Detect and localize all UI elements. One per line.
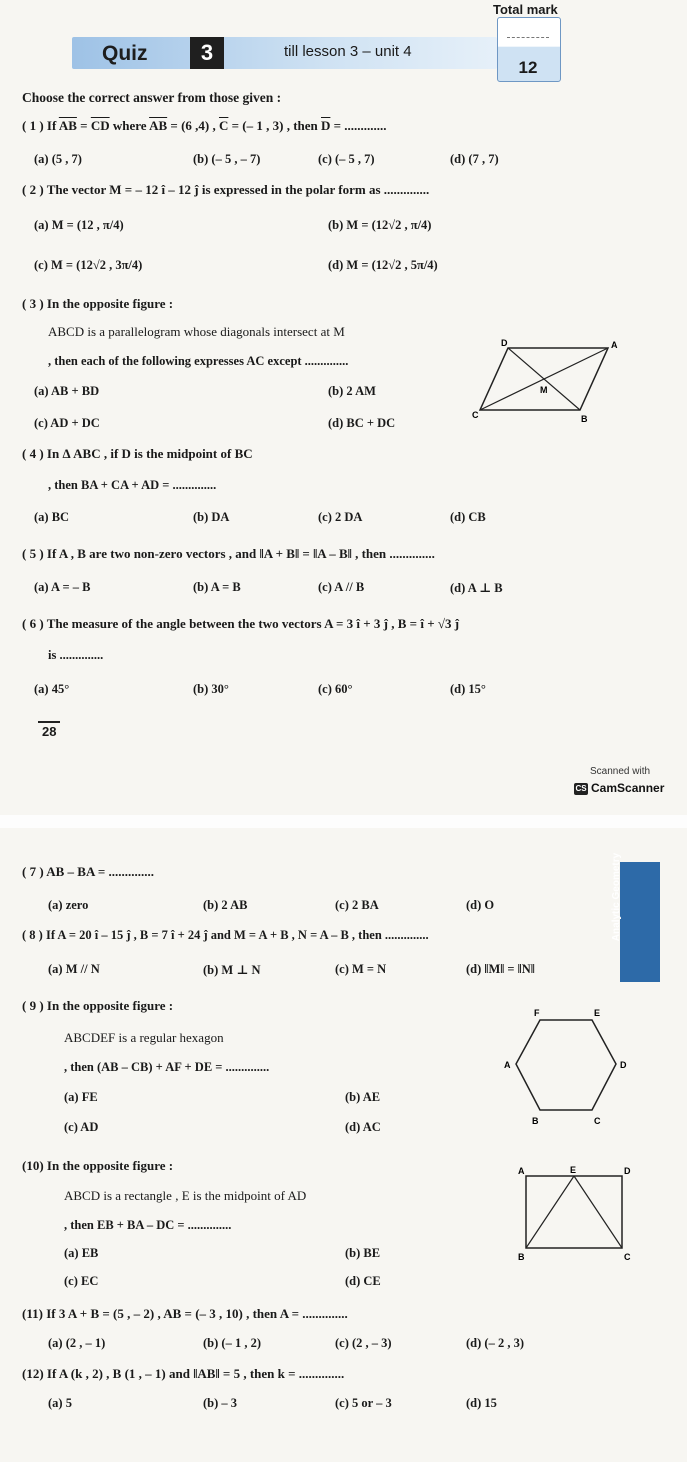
option-4a[interactable]: (a) BC	[34, 510, 70, 524]
question-text: AB – BA = ..............	[46, 864, 155, 879]
figure-label: B	[581, 414, 588, 424]
option-7b[interactable]: (b) 2 AB	[203, 898, 248, 912]
scanner-brand	[574, 781, 664, 795]
question-4-line2: , then BA + CA + AD = ..............	[48, 478, 217, 492]
instruction: Choose the correct answer from those given :	[22, 90, 282, 105]
question-text: In the opposite figure :	[46, 296, 174, 311]
option-12d[interactable]: (d) 15	[466, 1396, 497, 1410]
question-text: If A (k , 2) , B (1 , – 1) and ‖AB‖ = 5 , then k = ..............	[46, 1366, 345, 1381]
question-number: ( 4 )	[22, 446, 44, 461]
option-10b[interactable]: (b) BE	[345, 1246, 381, 1260]
question-number: ( 9 )	[22, 998, 44, 1013]
figure-label: D	[624, 1166, 631, 1176]
option-4b[interactable]: (b) DA	[193, 510, 230, 524]
figure-label: D	[620, 1060, 627, 1070]
option-4d[interactable]: (d) CB	[450, 510, 486, 524]
q1-vector-ab: $\overline{AB}$	[149, 118, 168, 133]
option-3c[interactable]: (c) AD + DC	[34, 416, 100, 430]
q1-vector-cd: $\overline{CD}$	[90, 118, 110, 133]
question-2	[22, 182, 429, 198]
option-1d[interactable]: (d) (7 , 7)	[450, 152, 499, 166]
question-number: ( 3 )	[22, 296, 44, 311]
question-number: (10)	[22, 1158, 44, 1173]
question-7	[22, 864, 154, 880]
question-number: ( 8 )	[22, 928, 43, 942]
option-5d[interactable]: (d) A ⊥ B	[450, 581, 503, 595]
quiz-label: Quiz	[102, 42, 148, 65]
option-8b[interactable]: (b) M ⊥ N	[203, 963, 261, 977]
option-10a[interactable]: (a) EB	[64, 1246, 99, 1260]
question-10	[22, 1158, 173, 1174]
question-number: ( 7 )	[22, 864, 44, 879]
question-number: ( 6 )	[22, 616, 44, 631]
q1-part: = (6 ,4) ,	[167, 118, 219, 133]
question-text: If A = 20 î – 15 ĵ , B = 7 î + 24 ĵ and M = A + B , N = A – B , then ..............	[45, 928, 429, 942]
option-3d[interactable]: (d) BC + DC	[328, 416, 396, 430]
question-3	[22, 296, 173, 312]
hexagon-figure	[500, 1004, 630, 1144]
q1-part: = .............	[330, 118, 387, 133]
option-2b[interactable]: (b) M = (12√2 , π/4)	[328, 218, 432, 232]
question-text: If A , B are two non-zero vectors , and ‖A + B‖ = ‖A – B‖ , then ..............	[46, 546, 435, 561]
option-2c[interactable]: (c) M = (12√2 , 3π/4)	[34, 258, 143, 272]
q1-part: where	[109, 118, 150, 133]
figure-label: E	[570, 1165, 577, 1175]
parallelogram-figure	[468, 338, 628, 428]
total-mark-value: 12	[518, 58, 538, 77]
question-6	[22, 616, 459, 632]
mark-line	[507, 37, 549, 38]
quiz-subtitle: till lesson 3 – unit 4	[284, 43, 412, 60]
question-9-line3: , then (AB – CB) + AF + DE = ..............	[64, 1060, 270, 1074]
option-6c[interactable]: (c) 60°	[318, 682, 353, 696]
option-1b[interactable]: (b) (– 5 , – 7)	[193, 152, 261, 166]
option-5a[interactable]: (a) A = – B	[34, 580, 91, 594]
side-tab	[620, 862, 660, 982]
option-7c[interactable]: (c) 2 BA	[335, 898, 379, 912]
question-3-line2: ABCD is a parallelogram whose diagonals intersect at M	[48, 324, 345, 339]
q1-vector-c: $\overline{C}$	[218, 118, 229, 133]
question-1	[22, 118, 387, 134]
figure-label: C	[594, 1116, 601, 1126]
option-5c[interactable]: (c) A // B	[318, 580, 365, 594]
figure-label: B	[518, 1252, 525, 1262]
question-9	[22, 998, 173, 1014]
page-number: 28	[38, 721, 60, 739]
option-10d[interactable]: (d) CE	[345, 1274, 381, 1288]
figure-label: A	[504, 1060, 511, 1070]
question-5	[22, 546, 435, 562]
question-number: (11)	[22, 1306, 43, 1321]
option-11d[interactable]: (d) (– 2 , 3)	[466, 1336, 524, 1350]
option-4c[interactable]: (c) 2 DA	[318, 510, 363, 524]
option-7d[interactable]: (d) O	[466, 898, 495, 912]
question-number: ( 5 )	[22, 546, 44, 561]
option-9a[interactable]: (a) FE	[64, 1090, 98, 1104]
quiz-number: 3	[190, 37, 224, 69]
question-text: In the opposite figure :	[46, 998, 174, 1013]
option-6a[interactable]: (a) 45°	[34, 682, 70, 696]
option-12c[interactable]: (c) 5 or – 3	[335, 1396, 392, 1410]
option-11b[interactable]: (b) (– 1 , 2)	[203, 1336, 261, 1350]
q1-part: = (– 1 , 3) , then	[228, 118, 321, 133]
question-number: (12)	[22, 1366, 44, 1381]
option-5b[interactable]: (b) A = B	[193, 580, 241, 594]
question-text: In the opposite figure :	[46, 1158, 174, 1173]
question-number: ( 1 )	[22, 118, 44, 133]
option-9b[interactable]: (b) AE	[345, 1090, 381, 1104]
q1-vector-ab: $\overline{AB}$	[58, 118, 77, 133]
option-9c[interactable]: (c) AD	[64, 1120, 99, 1134]
figure-label: M	[540, 385, 548, 395]
q1-part: =	[80, 118, 88, 133]
option-10c[interactable]: (c) EC	[64, 1274, 99, 1288]
figure-label: C	[624, 1252, 631, 1262]
total-mark-label: Total mark	[493, 2, 558, 17]
side-tab-label: Analytic Geometry	[611, 852, 622, 942]
page-gap	[0, 815, 687, 828]
question-8	[22, 928, 429, 943]
question-4	[22, 446, 253, 462]
figure-label: B	[532, 1116, 539, 1126]
page-two	[0, 828, 687, 1462]
option-8c[interactable]: (c) M = N	[335, 962, 387, 976]
question-text: In Δ ABC , if D is the midpoint of BC	[46, 446, 253, 461]
question-10-line3: , then EB + BA – DC = ..............	[64, 1218, 232, 1232]
question-10-line2: ABCD is a rectangle , E is the midpoint of AD	[64, 1188, 307, 1203]
option-3a[interactable]: (a) AB + BD	[34, 384, 100, 398]
question-9-line2: ABCDEF is a regular hexagon	[64, 1030, 224, 1045]
figure-label: C	[472, 410, 479, 420]
option-6b[interactable]: (b) 30°	[193, 682, 229, 696]
option-11c[interactable]: (c) (2 , – 3)	[335, 1336, 392, 1350]
question-11	[22, 1306, 348, 1322]
question-number: ( 2 )	[22, 182, 44, 197]
option-2d[interactable]: (d) M = (12√2 , 5π/4)	[328, 258, 438, 272]
option-9d[interactable]: (d) AC	[345, 1120, 381, 1134]
option-11a[interactable]: (a) (2 , – 1)	[48, 1336, 106, 1350]
option-8a[interactable]: (a) M // N	[48, 962, 100, 976]
question-text: The measure of the angle between the two vectors A = 3 î + 3 ĵ , B = î + √3 ĵ	[46, 616, 460, 631]
question-6-line2: is ..............	[48, 648, 104, 662]
option-1a[interactable]: (a) (5 , 7)	[34, 152, 82, 166]
q1-part: If	[46, 118, 59, 133]
q1-vector-d: $\overline{D}$	[321, 118, 331, 133]
scanner-caption: Scanned with	[590, 766, 651, 777]
question-3-line3: , then each of the following expresses AC except ..............	[48, 354, 349, 368]
figure-label: E	[594, 1008, 601, 1018]
scanner-app-name: CamScanner	[591, 781, 665, 795]
figure-label: F	[534, 1008, 540, 1018]
figure-label: A	[518, 1166, 525, 1176]
option-1c[interactable]: (c) (– 5 , 7)	[318, 152, 375, 166]
option-8d[interactable]: (d) ‖M‖ = ‖N‖	[466, 962, 535, 976]
figure-label: D	[501, 338, 508, 348]
question-text: The vector M = – 12 î – 12 ĵ is expressed in the polar form as ..............	[46, 182, 430, 197]
rectangle-figure	[516, 1164, 636, 1264]
option-2a[interactable]: (a) M = (12 , π/4)	[34, 218, 124, 232]
option-7a[interactable]: (a) zero	[48, 898, 89, 912]
option-12a[interactable]: (a) 5	[48, 1396, 72, 1410]
option-3b[interactable]: (b) 2 AM	[328, 384, 376, 398]
camscanner-logo-icon: CS	[575, 783, 587, 793]
option-12b[interactable]: (b) – 3	[203, 1396, 238, 1410]
question-12	[22, 1366, 344, 1382]
figure-label: A	[611, 340, 618, 350]
question-text: If 3 A + B = (5 , – 2) , AB = (– 3 , 10) , then A = ..............	[46, 1306, 348, 1321]
option-6d[interactable]: (d) 15°	[450, 682, 486, 696]
